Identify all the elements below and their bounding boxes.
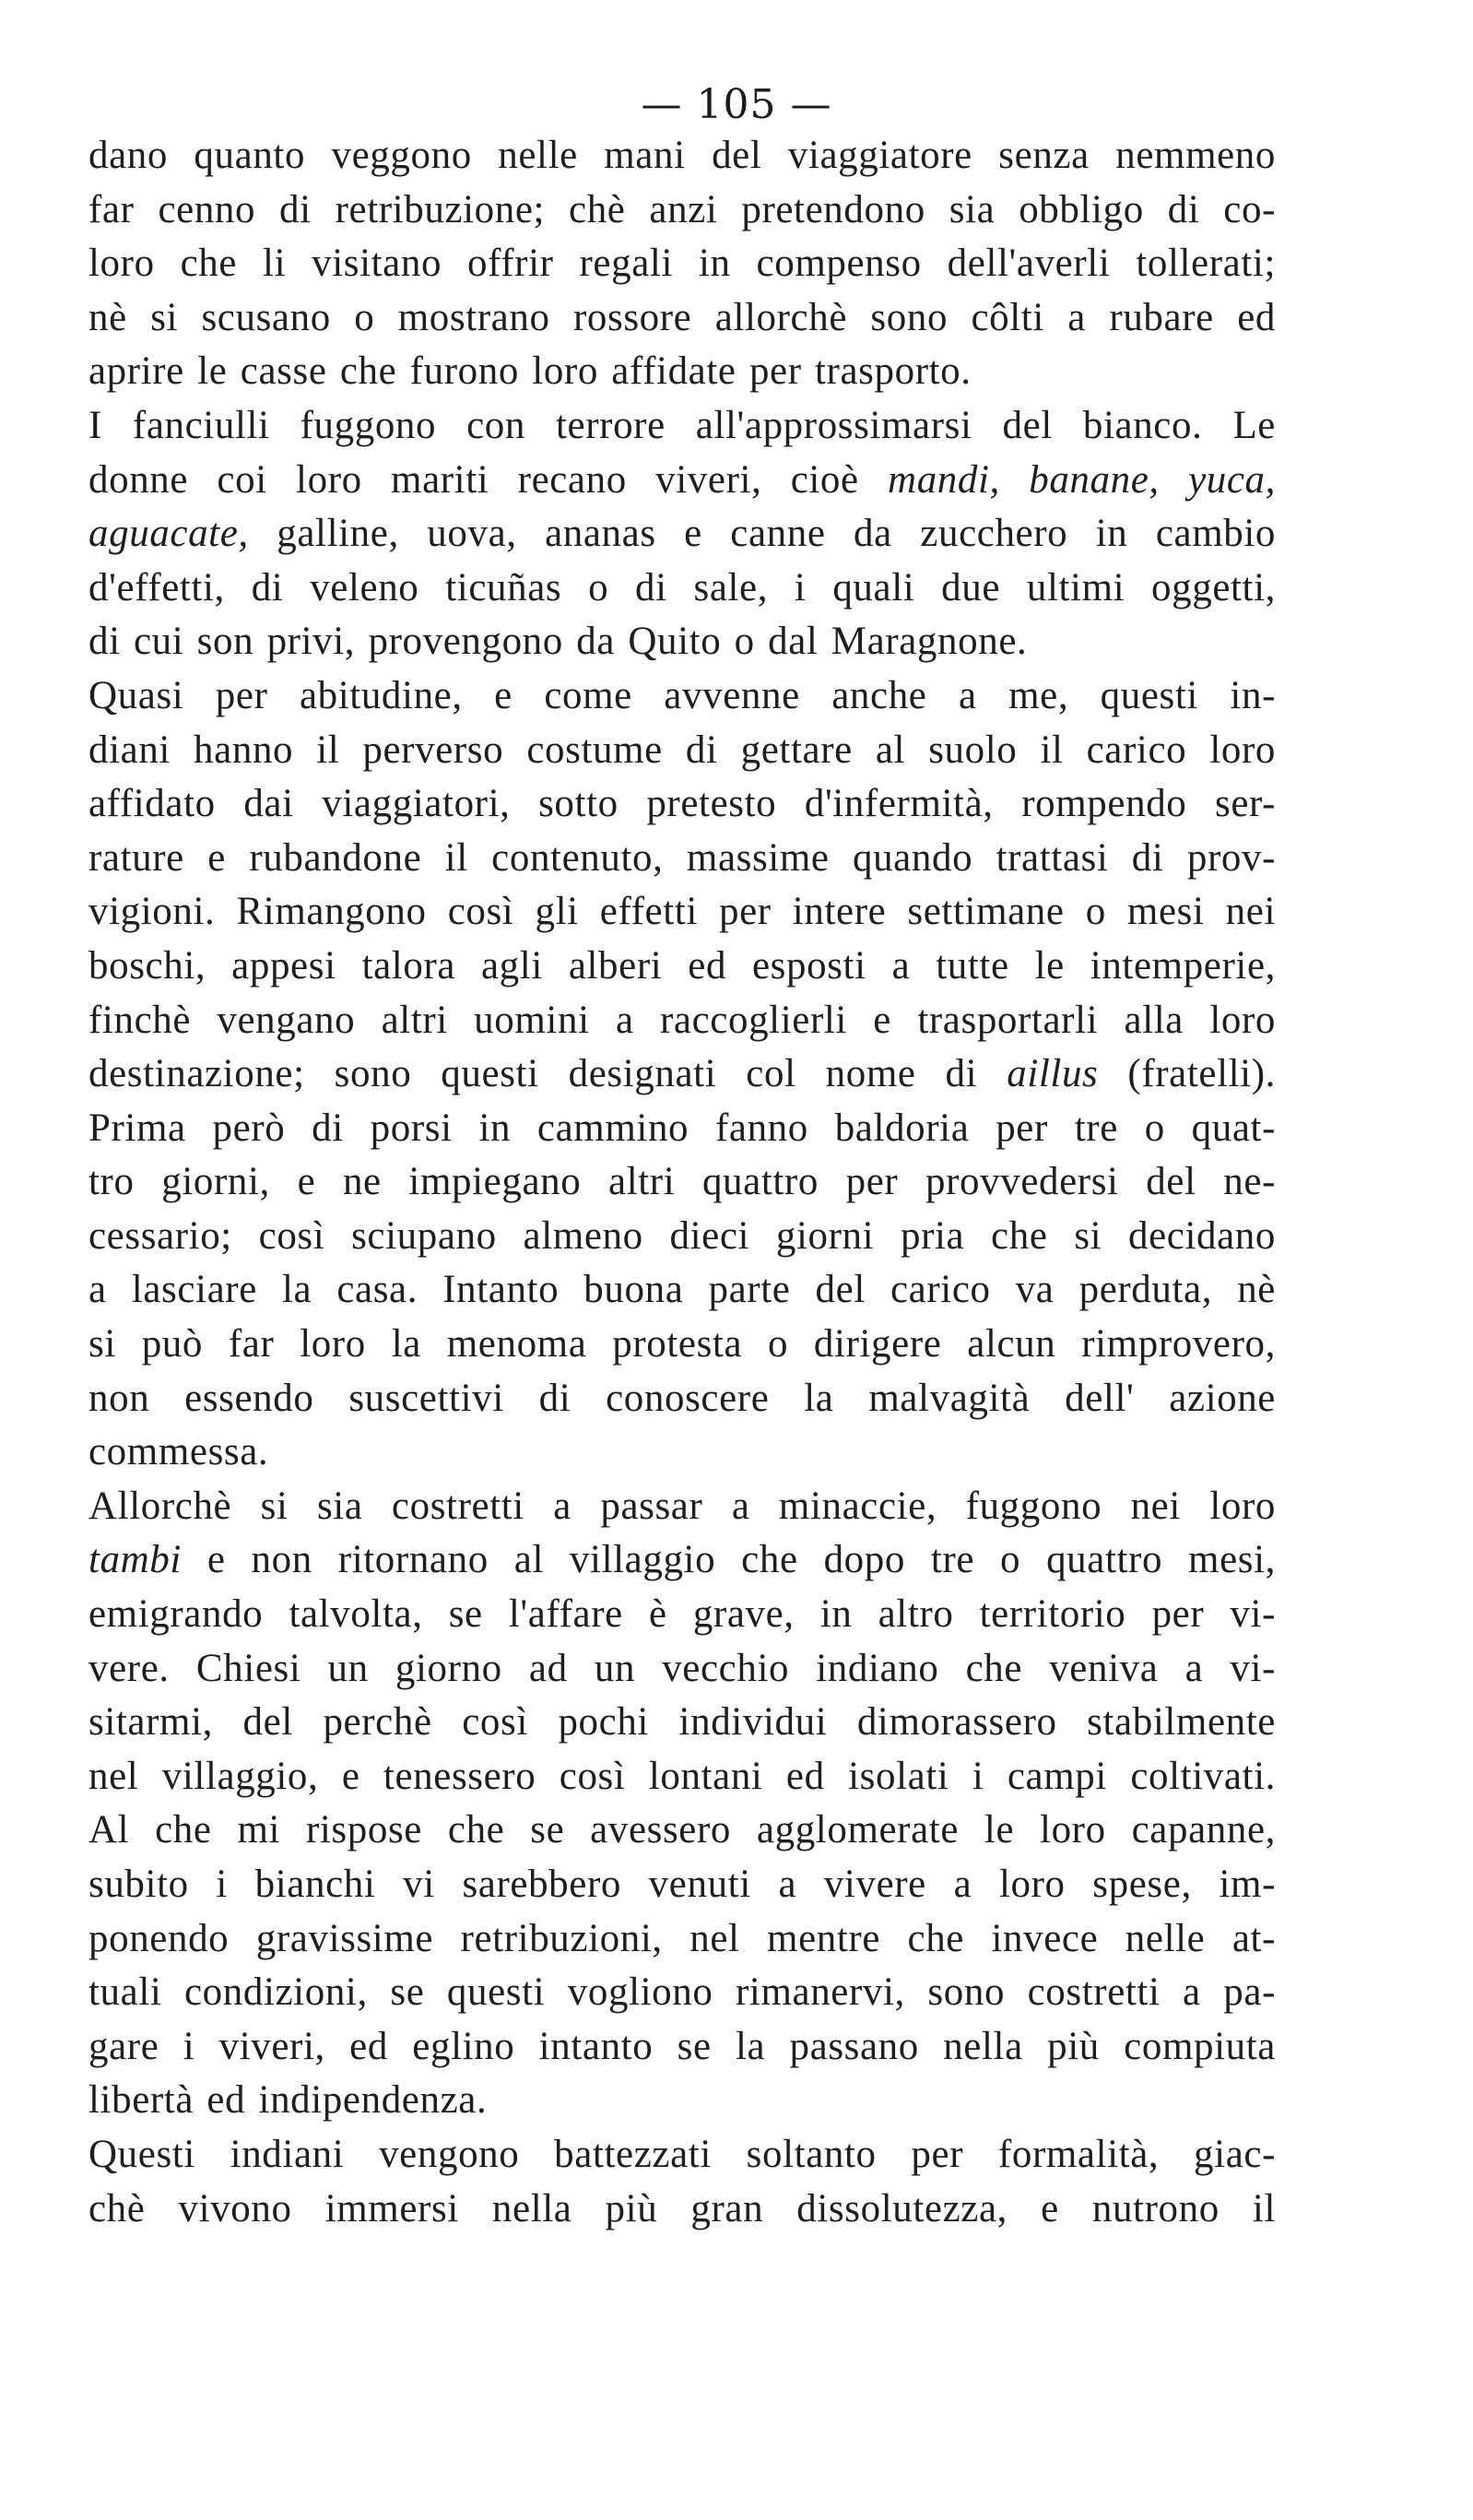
body-text: [88, 129, 1276, 2236]
text-segment: diani hanno il perverso costume di gettare al suolo il carico loro: [88, 728, 1276, 772]
text-line: [88, 1210, 1276, 1264]
text-segment: far cenno di retribuzione; chè anzi pretendono sia obbligo di co-: [88, 187, 1276, 231]
text-line: [88, 885, 1276, 940]
text-line: [88, 832, 1276, 886]
text-segment: d'effetti, di veleno ticuñas o di sale, i quali due ultimi oggetti,: [88, 565, 1276, 609]
text-segment: vigioni. Rimangono così gli effetti per intere settimane o mesi nei: [88, 890, 1276, 934]
text-line: [88, 1912, 1276, 1967]
text-line: [88, 2074, 1276, 2128]
text-line: [88, 399, 1276, 454]
text-segment: donne coi loro mariti recano viveri, cioè: [88, 457, 889, 502]
text-segment: loro che li visitano offrir regali in compenso dell'averli tollerati;: [88, 242, 1276, 286]
text-line: [88, 1588, 1276, 1642]
text-line: [88, 507, 1276, 562]
text-segment: tuali condizioni, se questi vogliono rimanervi, sono costretti a pa-: [88, 1970, 1276, 2015]
text-segment: subito i bianchi vi sarebbero venuti a vivere a loro spese, im-: [88, 1863, 1276, 1906]
text-segment: nel villaggio, e tenessero così lontani ed isolati i campi coltivati.: [88, 1754, 1276, 1798]
text-segment: rature e rubandone il contenuto, massime quando trattasi di prov-: [88, 835, 1276, 880]
text-line: [88, 1966, 1276, 2020]
text-line: [88, 2020, 1276, 2075]
text-segment: chè vivono immersi nella più gran dissolutezza, e nutrono il: [88, 2186, 1276, 2230]
text-segment: di cui son privi, provengono da Quito o dal Maragnone.: [88, 620, 1028, 664]
text-segment: I fanciulli fuggono con terrore all'approssimarsi del bianco. Le: [88, 403, 1276, 447]
page-number: — 105 —: [641, 81, 832, 128]
text-segment: Quasi per abitudine, e come avvenne anche a me, questi in-: [88, 673, 1276, 717]
italic-text-segment: tambi: [88, 1538, 182, 1582]
text-line: [88, 183, 1276, 238]
text-line: [88, 1533, 1276, 1588]
text-segment: cessario; così sciupano almeno dieci giorni pria che si decidano: [88, 1213, 1276, 1258]
text-line: [88, 1155, 1276, 1210]
italic-text-segment: aguacate,: [88, 512, 249, 556]
text-line: [88, 1372, 1276, 1426]
text-line: [88, 1426, 1276, 1480]
text-line: [88, 1642, 1276, 1697]
text-segment: galline, uova, ananas e canne da zucchero in cambio: [248, 512, 1276, 556]
text-line: [88, 994, 1276, 1048]
text-line: [88, 940, 1276, 994]
text-line: [88, 1263, 1276, 1318]
text-segment: commessa.: [88, 1430, 269, 1474]
text-segment: Al che mi rispose che se avessero agglomerate le loro capanne,: [88, 1808, 1276, 1852]
text-line: [88, 1047, 1276, 1102]
text-line: [88, 2183, 1276, 2237]
text-segment: Allorchè si sia costretti a passar a minaccie, fuggono nei loro: [88, 1484, 1276, 1528]
text-segment: Prima però di porsi in cammino fanno baldoria per tre o quat-: [88, 1106, 1276, 1150]
text-line: [88, 1102, 1276, 1156]
text-segment: gare i viveri, ed eglino intanto se la passano nella più compiuta: [88, 2024, 1276, 2068]
text-line: [88, 345, 1276, 399]
text-line: [88, 669, 1276, 724]
text-line: [88, 1696, 1276, 1750]
text-line: [88, 777, 1276, 832]
text-line: [88, 1480, 1276, 1534]
text-segment: affidato dai viaggiatori, sotto pretesto d'infermità, rompendo ser-: [88, 782, 1276, 826]
text-segment: aprire le casse che furono loro affidate per trasporto.: [88, 349, 972, 394]
text-segment: ponendo gravissime retribuzioni, nel mentre che invece nelle at-: [88, 1916, 1276, 1960]
text-segment: si può far loro la menoma protesta o dirigere alcun rimprovero,: [88, 1322, 1276, 1366]
text-segment: nè si scusano o mostrano rossore allorchè sono côlti a rubare ed: [88, 295, 1276, 339]
italic-text-segment: mandi, banane, yuca,: [888, 457, 1276, 502]
text-segment: non essendo suscettivi di conoscere la malvagità dell' azione: [88, 1376, 1276, 1420]
text-line: [88, 454, 1276, 508]
text-line: [88, 237, 1276, 291]
text-segment: dano quanto veggono nelle mani del viaggiatore senza nemmeno: [88, 134, 1276, 177]
text-segment: libertà ed indipendenza.: [88, 2078, 488, 2123]
text-line: [88, 2128, 1276, 2183]
text-line: [88, 724, 1276, 778]
text-segment: sitarmi, del perchè così pochi individui dimorassero stabilmente: [88, 1700, 1276, 1745]
text-segment: e non ritornano al villaggio che dopo tre o quattro mesi,: [181, 1538, 1276, 1582]
text-line: [88, 1750, 1276, 1804]
text-segment: tro giorni, e ne impiegano altri quattro per provvedersi del ne-: [88, 1160, 1276, 1204]
text-line: [88, 129, 1276, 183]
text-segment: finchè vengano altri uomini a raccoglierli e trasportarli alla loro: [88, 998, 1276, 1042]
text-line: [88, 1858, 1276, 1912]
text-line: [88, 291, 1276, 346]
text-segment: boschi, appesi talora agli alberi ed esposti a tutte le intemperie,: [88, 943, 1276, 988]
text-line: [88, 1804, 1276, 1858]
text-segment: emigrando talvolta, se l'affare è grave, in altro territorio per vi-: [88, 1592, 1276, 1637]
text-line: [88, 562, 1276, 616]
text-segment: a lasciare la casa. Intanto buona parte del carico va perduta, nè: [88, 1268, 1276, 1312]
text-segment: (fratelli).: [1098, 1052, 1276, 1096]
text-segment: Questi indiani vengono battezzati soltanto per formalità, giac-: [88, 2132, 1276, 2176]
text-line: [88, 615, 1276, 669]
text-segment: vere. Chiesi un giorno ad un vecchio indiano che veniva a vi-: [88, 1646, 1276, 1690]
italic-text-segment: aillus: [1007, 1052, 1099, 1096]
text-segment: destinazione; sono questi designati col nome di: [88, 1052, 1008, 1096]
text-line: [88, 1318, 1276, 1372]
